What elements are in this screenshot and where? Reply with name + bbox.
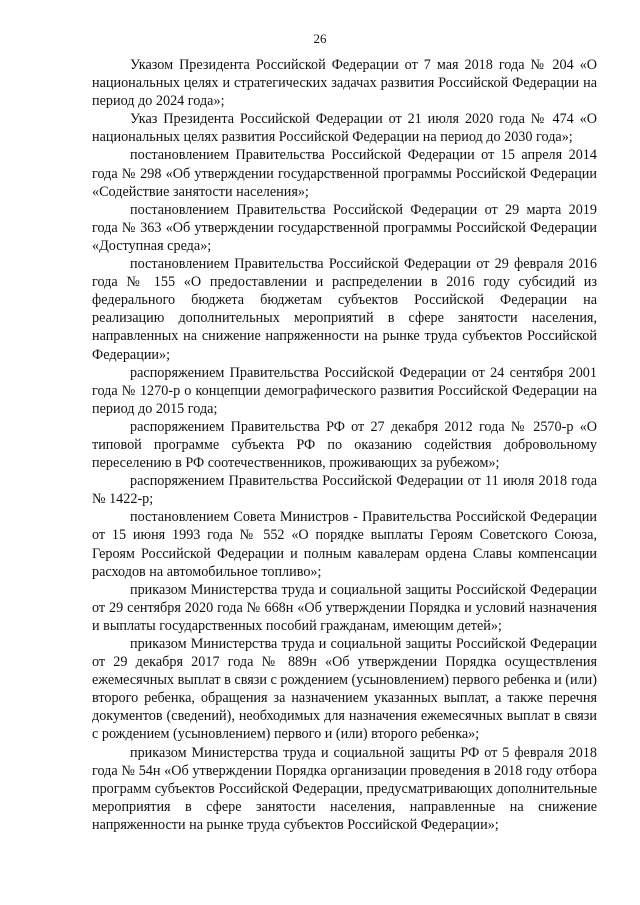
paragraph-resolution-298: постановлением Правительства Российской Федерации от 15 апреля 2014 года № 298 «Об утверждении государственной программы Российской Федерации «Содействие занятости населения»;	[92, 147, 597, 200]
page-number: 26	[313, 31, 327, 46]
paragraph-order-1270: распоряжением Правительства Российской Федерации от 24 сентября 2001 года № 1270-р о концепции демографического развития Российской Федерации на период до 2015 года;	[92, 364, 597, 417]
paragraph-resolution-552: постановлением Совета Министров - Правительства Российской Федерации от 15 июня 1993 года № 552 «О порядке выплаты Героям Советского Союза, Героям Российской Федерации и полным кавалерам ордена Славы компенсации расходов на автомобильное топливо»;	[92, 509, 597, 580]
document-body	[92, 56, 597, 834]
paragraph-order-889n: приказом Министерства труда и социальной защиты Российской Федерации от 29 декабря 2017 года № 889н «Об утверждении Порядка осуществления ежемесячных выплат в связи с рождением (усыновлением) первого ребенка и (или) второго ребенка, обращения за назначением указанных выплат, а также перечня документов (сведений), необходимых для назначения ежемесячных выплат в связи с рождением (усыновлением) первого и (или) второго ребенка»;	[92, 636, 597, 743]
paragraph-decree-204: Указом Президента Российской Федерации от 7 мая 2018 года № 204 «О национальных целях и стратегических задачах развития Российской Федерации на период до 2024 года»;	[92, 57, 597, 110]
paragraph-order-54n: приказом Министерства труда и социальной защиты РФ от 5 февраля 2018 года № 54н «Об утверждении Порядка организации проведения в 2018 году отбора программ субъектов Российской Федерации, предусматривающих дополнительные мероприятия в сфере занятости населения, направленные на снижение напряженности на рынке труда субъектов Российской Федерации»;	[92, 744, 597, 833]
paragraph-order-1422: распоряжением Правительства Российской Федерации от 11 июля 2018 года № 1422-р;	[92, 473, 597, 508]
paragraph-order-668n: приказом Министерства труда и социальной защиты Российской Федерации от 29 сентября 2020 года № 668н «Об утверждении Порядка и условий назначения и выплаты государственных пособий гражданам, имеющим детей»;	[92, 581, 597, 634]
paragraph-order-2570: распоряжением Правительства РФ от 27 декабря 2012 года № 2570-р «О типовой программе субъекта РФ по оказанию содействия добровольному переселению в РФ соотечественников, проживающих за рубежом»;	[92, 418, 597, 472]
paragraph-decree-474: Указ Президента Российской Федерации от 21 июля 2020 года № 474 «О национальных целях развития Российской Федерации на период до 2030 года»;	[92, 111, 597, 146]
paragraph-resolution-155: постановлением Правительства Российской Федерации от 29 февраля 2016 года № 155 «О предоставлении и распределении в 2016 году субсидий из федерального бюджета бюджетам субъектов Российской Федерации на реализацию дополнительных мероприятий в сфере занятости населения, направленных на снижение напряженности на рынке труда субъектов Российской Федерации»;	[92, 256, 597, 363]
paragraph-resolution-363: постановлением Правительства Российской Федерации от 29 марта 2019 года № 363 «Об утверждении государственной программы Российской Федерации «Доступная среда»;	[92, 201, 597, 254]
